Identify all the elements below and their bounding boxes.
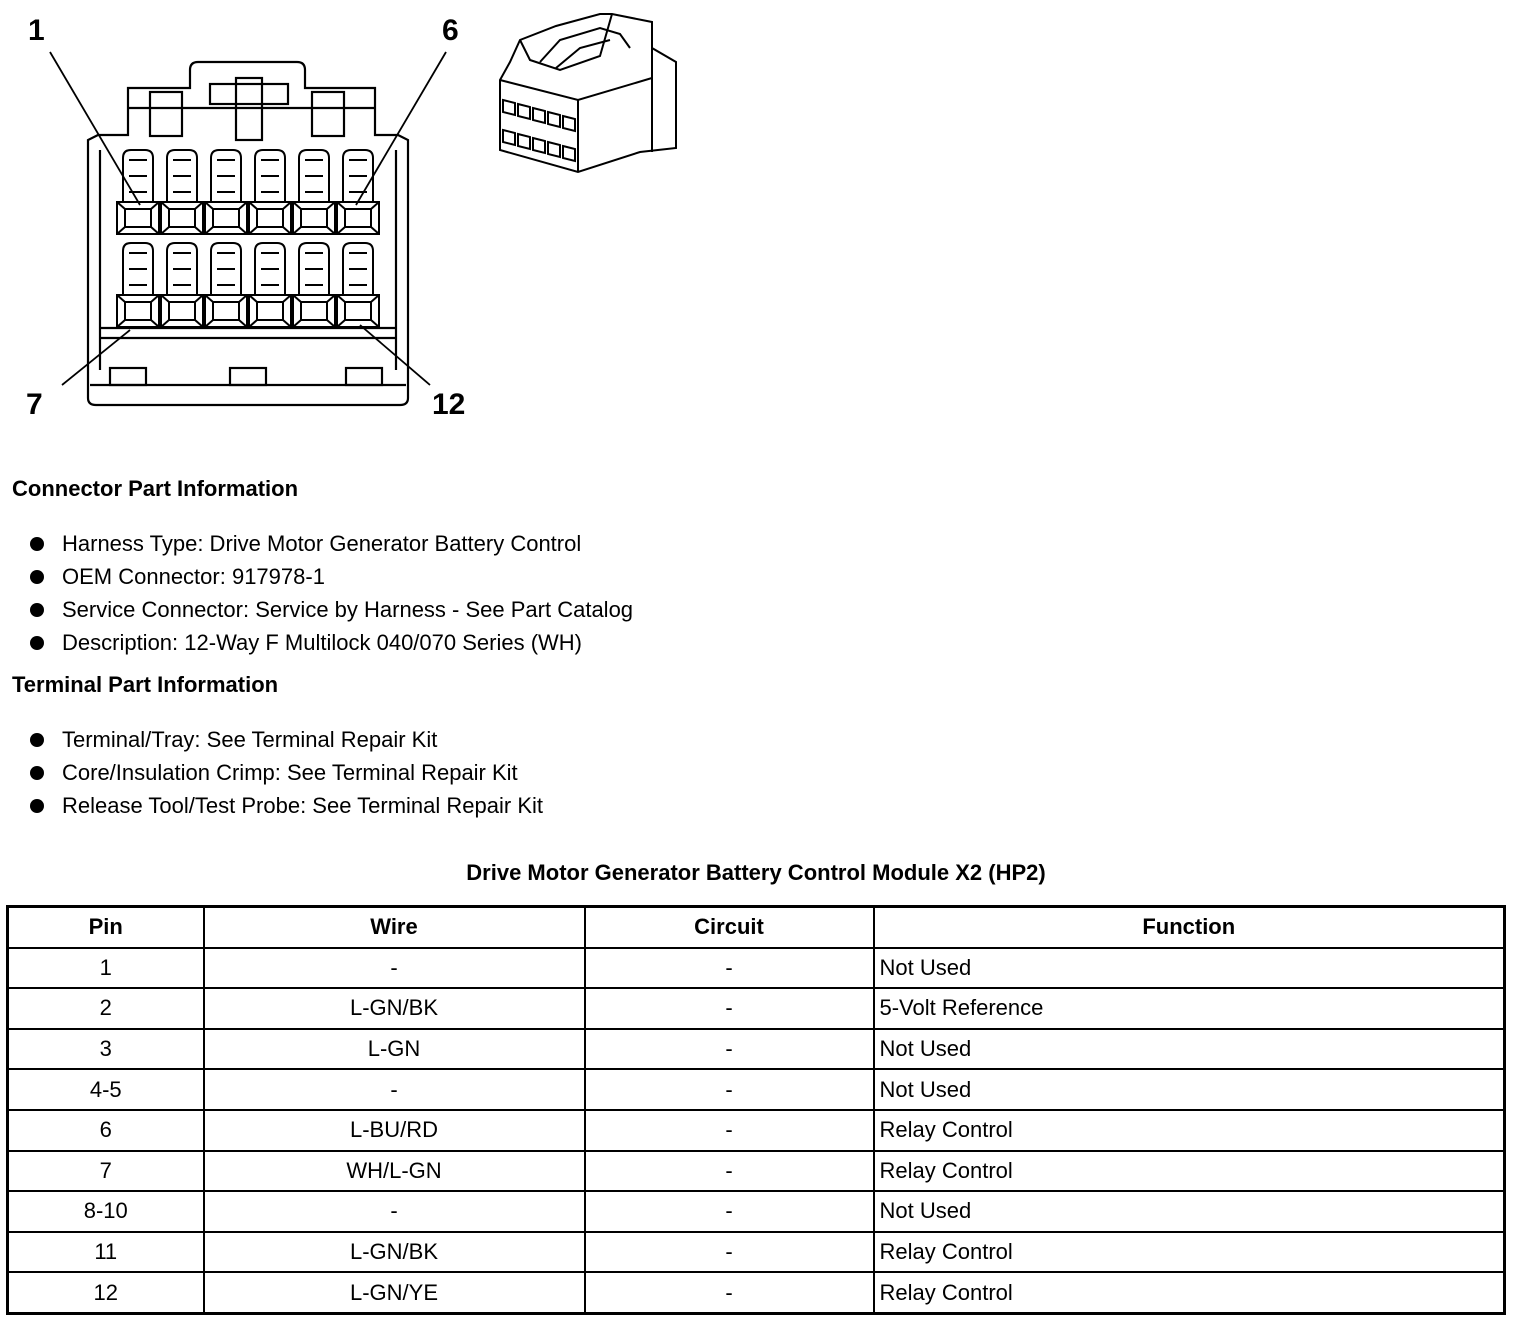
terminal-cavity bbox=[205, 243, 247, 327]
iso-cavity bbox=[563, 116, 575, 131]
cell-function: Relay Control bbox=[874, 1272, 1505, 1313]
header-function: Function bbox=[874, 907, 1505, 948]
terminal-cavity bbox=[117, 150, 159, 234]
cell-circuit: - bbox=[585, 1151, 874, 1192]
connector-info-list bbox=[30, 530, 633, 662]
terminal-cavity bbox=[205, 150, 247, 234]
table-row bbox=[8, 1029, 1505, 1070]
cell-pin: 8-10 bbox=[8, 1191, 204, 1232]
cell-wire: L-GN bbox=[204, 1029, 585, 1070]
header-wire: Wire bbox=[204, 907, 585, 948]
header-pin: Pin bbox=[8, 907, 204, 948]
cell-function: Not Used bbox=[874, 948, 1505, 989]
table-row bbox=[8, 1069, 1505, 1110]
header-circuit: Circuit bbox=[585, 907, 874, 948]
terminal-cavity bbox=[161, 150, 203, 234]
terminal-cavity bbox=[293, 150, 335, 234]
pin-callout-12: 12 bbox=[432, 388, 466, 421]
terminal-cavity bbox=[249, 243, 291, 327]
list-item: Core/Insulation Crimp: See Terminal Repair Kit bbox=[30, 759, 543, 792]
table-row bbox=[8, 948, 1505, 989]
terminal-cavity bbox=[117, 243, 159, 327]
pin-callout-7: 7 bbox=[26, 388, 43, 421]
terminal-info-list bbox=[30, 726, 543, 825]
table-title: Drive Motor Generator Battery Control Module X2 (HP2) bbox=[466, 860, 1046, 885]
table-row bbox=[8, 1191, 1505, 1232]
pin-callout-1: 1 bbox=[28, 14, 45, 47]
cell-wire: - bbox=[204, 1191, 585, 1232]
cell-wire: L-GN/BK bbox=[204, 1232, 585, 1273]
iso-cavity bbox=[548, 142, 560, 157]
table-row bbox=[8, 1151, 1505, 1192]
cell-circuit: - bbox=[585, 948, 874, 989]
cell-function: Relay Control bbox=[874, 1232, 1505, 1273]
cell-function: Relay Control bbox=[874, 1110, 1505, 1151]
connector-face-diagram bbox=[0, 0, 700, 440]
iso-cavity bbox=[503, 100, 515, 115]
cell-function: 5-Volt Reference bbox=[874, 988, 1505, 1029]
list-item: Service Connector: Service by Harness - See Part Catalog bbox=[30, 596, 633, 629]
list-item: Harness Type: Drive Motor Generator Battery Control bbox=[30, 530, 633, 563]
cell-wire: WH/L-GN bbox=[204, 1151, 585, 1192]
cell-pin: 2 bbox=[8, 988, 204, 1029]
terminal-cavity bbox=[293, 243, 335, 327]
list-item: Release Tool/Test Probe: See Terminal Repair Kit bbox=[30, 792, 543, 825]
cell-wire: - bbox=[204, 948, 585, 989]
table-row bbox=[8, 1232, 1505, 1273]
cell-circuit: - bbox=[585, 1029, 874, 1070]
terminal-cavity bbox=[249, 150, 291, 234]
cell-pin: 6 bbox=[8, 1110, 204, 1151]
iso-cavity bbox=[503, 130, 515, 145]
cell-circuit: - bbox=[585, 1110, 874, 1151]
cell-wire: - bbox=[204, 1069, 585, 1110]
table-row bbox=[8, 1110, 1505, 1151]
cell-pin: 7 bbox=[8, 1151, 204, 1192]
pinout-table bbox=[6, 905, 1506, 1315]
table-row bbox=[8, 1272, 1505, 1313]
iso-cavity bbox=[548, 112, 560, 127]
cell-circuit: - bbox=[585, 1191, 874, 1232]
cell-pin: 12 bbox=[8, 1272, 204, 1313]
cell-circuit: - bbox=[585, 1232, 874, 1273]
table-row bbox=[8, 988, 1505, 1029]
cell-pin: 4-5 bbox=[8, 1069, 204, 1110]
terminal-cavity bbox=[161, 243, 203, 327]
cell-function: Not Used bbox=[874, 1069, 1505, 1110]
list-item: Terminal/Tray: See Terminal Repair Kit bbox=[30, 726, 543, 759]
terminal-cavity bbox=[337, 243, 379, 327]
iso-cavity bbox=[518, 104, 530, 119]
list-item: OEM Connector: 917978-1 bbox=[30, 563, 633, 596]
cell-function: Not Used bbox=[874, 1191, 1505, 1232]
cell-wire: L-BU/RD bbox=[204, 1110, 585, 1151]
cell-wire: L-GN/YE bbox=[204, 1272, 585, 1313]
terminal-cavity bbox=[337, 150, 379, 234]
iso-cavity bbox=[533, 138, 545, 153]
cell-function: Relay Control bbox=[874, 1151, 1505, 1192]
list-item: Description: 12-Way F Multilock 040/070 Series (WH) bbox=[30, 629, 633, 662]
iso-cavity bbox=[563, 146, 575, 161]
pin-callout-6: 6 bbox=[442, 14, 459, 47]
cell-function: Not Used bbox=[874, 1029, 1505, 1070]
cell-circuit: - bbox=[585, 988, 874, 1029]
iso-cavity bbox=[518, 134, 530, 149]
table-header-row bbox=[8, 907, 1505, 948]
cell-pin: 3 bbox=[8, 1029, 204, 1070]
cell-circuit: - bbox=[585, 1069, 874, 1110]
cell-wire: L-GN/BK bbox=[204, 988, 585, 1029]
iso-cavity bbox=[533, 108, 545, 123]
cell-circuit: - bbox=[585, 1272, 874, 1313]
connector-info-heading: Connector Part Information bbox=[12, 476, 299, 501]
terminal-info-heading: Terminal Part Information bbox=[12, 672, 279, 697]
cell-pin: 1 bbox=[8, 948, 204, 989]
cell-pin: 11 bbox=[8, 1232, 204, 1273]
